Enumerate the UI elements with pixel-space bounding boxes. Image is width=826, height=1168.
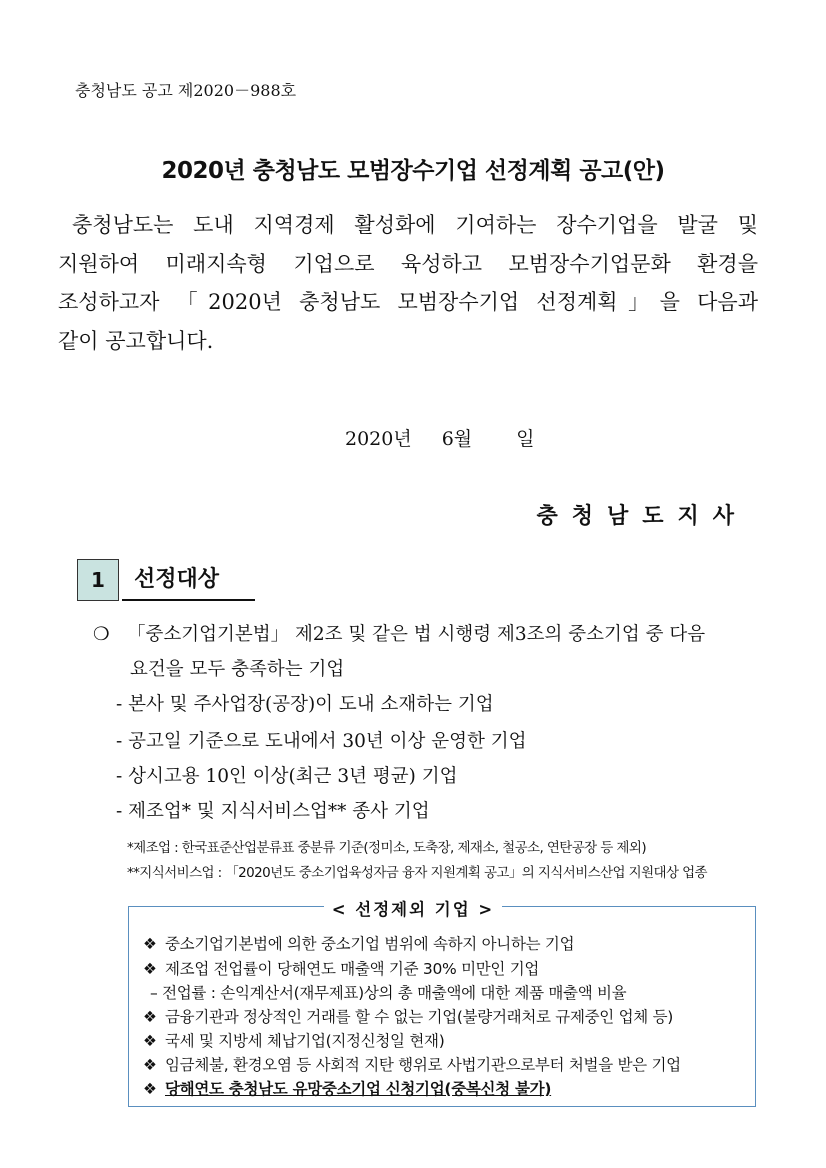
requirement-item: - 제조업* 및 지식서비스업** 종사 기업 [116,801,430,822]
exclusion-item: ❖ 중소기업기본법에 의한 중소기업 범위에 속하지 아니하는 기업 [143,935,575,953]
intro-paragraph [58,206,758,360]
exclusion-item: ❖ 금융기관과 정상적인 거래를 할 수 없는 기업(불량거래처로 규제중인 업체 등) [143,1008,674,1026]
exclusion-item: ❖ 국세 및 지방세 체납기업(지정신청일 현재) [143,1032,445,1050]
notice-number: 충청남도 공고 제2020－988호 [75,81,297,100]
intro-line: 충청남도는 도내 지역경제 활성화에 기여하는 장수기업을 발굴 및 [72,213,758,237]
section-number: 1 [77,559,119,601]
circle-bullet-icon: ❍ [93,624,110,645]
criteria-text-cont: 요건을 모두 충족하는 기업 [130,659,345,680]
exclusion-item-emphasis: ❖ 당해연도 충청남도 유망중소기업 신청기업(중복신청 불가) [143,1080,552,1098]
footnote: **지식서비스업 : 「2020년도 중소기업육성자금 융자 지원계획 공고」의 지식서비스산업 지원대상 업종 [127,865,707,881]
signer: 충청남도지사 [536,503,748,529]
date-month: 6월 [441,428,473,450]
diamond-bullet-icon: ❖ [143,1080,157,1098]
requirement-item: - 공고일 기준으로 도내에서 30년 이상 운영한 기업 [116,731,527,752]
document-title: 2020년 충청남도 모범장수기업 선정계획 공고(안) [161,158,665,184]
criteria-text: 「중소기업기본법」 제2조 및 같은 법 시행령 제3조의 중소기업 중 다음 [127,624,706,645]
diamond-bullet-icon: ❖ [143,1032,157,1050]
exclusion-box-title: < 선정제외 기업 > [0,896,826,920]
exclusion-sub-item: – 전업률 : 손익계산서(재무제표)상의 총 매출액에 대한 제품 매출액 비율 [150,984,627,1002]
date-year: 2020년 [345,428,412,450]
intro-line: 같이 공고합니다. [58,328,214,353]
requirement-item: - 본사 및 주사업장(공장)이 도내 소재하는 기업 [116,694,494,715]
exclusion-item: ❖ 임금체불, 환경오염 등 사회적 지탄 행위로 사법기관으로부터 처벌을 받은 기업 [143,1056,681,1074]
section-title: 선정대상 [134,567,220,592]
date-day: 일 [516,428,535,450]
diamond-bullet-icon: ❖ [143,1008,157,1026]
requirement-item: - 상시고용 10인 이상(최근 3년 평균) 기업 [116,766,458,787]
diamond-bullet-icon: ❖ [143,960,157,978]
intro-line: 조성하고자 「2020년 충청남도 모범장수기업 선정계획」을 다음과 [58,290,758,314]
diamond-bullet-icon: ❖ [143,935,157,953]
intro-line: 지원하여 미래지속형 기업으로 육성하고 모범장수기업문화 환경을 [58,251,758,276]
section-title-underline [122,599,255,601]
diamond-bullet-icon: ❖ [143,1056,157,1074]
exclusion-item: ❖ 제조업 전업률이 당해연도 매출액 기준 30% 미만인 기업 [143,960,540,978]
notice-date [345,424,535,451]
footnote: *제조업 : 한국표준산업분류표 중분류 기준(정미소, 도축장, 제재소, 철공소, 연탄공장 등 제외) [127,840,646,856]
criteria-bullet [93,620,705,646]
